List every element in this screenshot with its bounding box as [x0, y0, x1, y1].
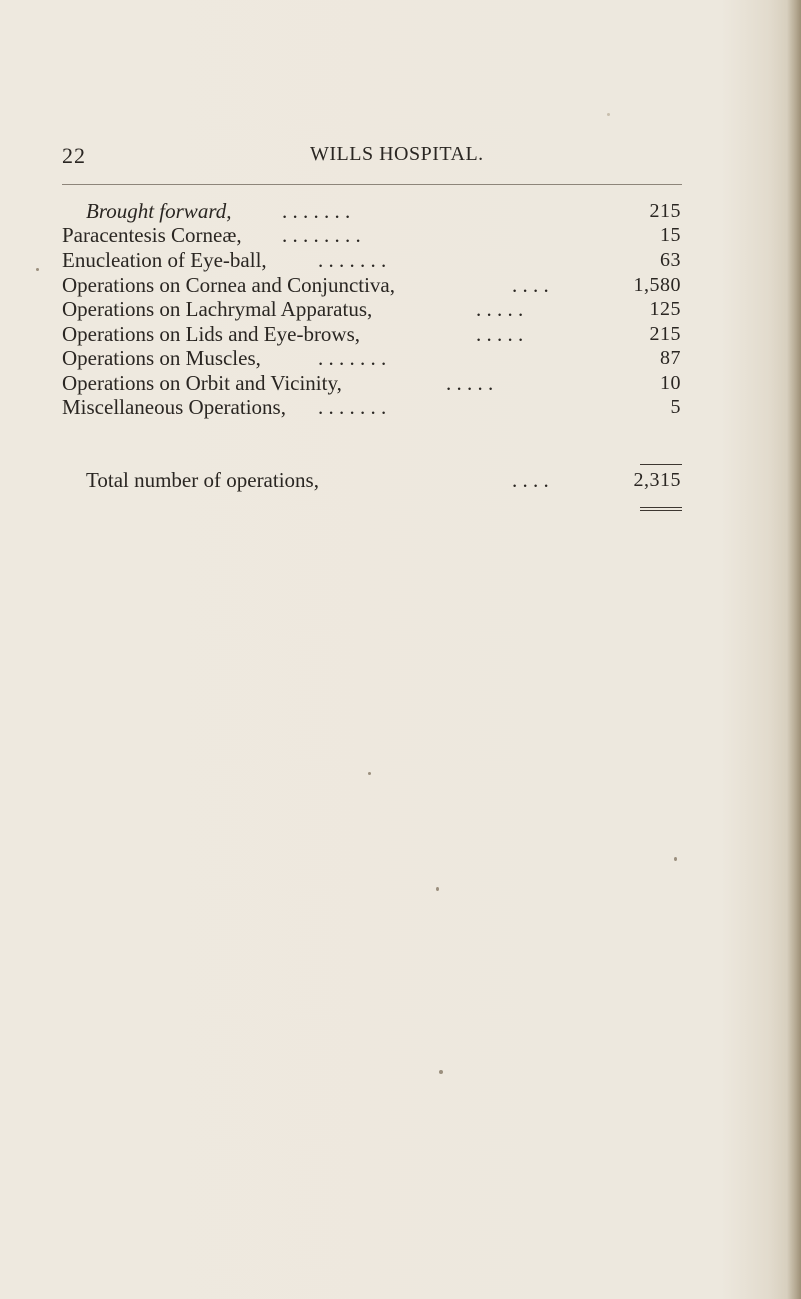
paper-speck — [368, 772, 371, 775]
row-value: 125 — [649, 298, 681, 320]
table-row — [0, 297, 801, 321]
row-label: Operations on Muscles, — [62, 346, 261, 370]
table-row — [0, 395, 801, 419]
row-value: 63 — [660, 249, 681, 271]
header-rule — [62, 184, 682, 185]
table-row — [0, 346, 801, 370]
paper-speck — [607, 113, 610, 116]
page-edge-shadow — [787, 0, 801, 1299]
row-label: Paracentesis Corneæ, — [62, 223, 242, 247]
table-row — [0, 371, 801, 395]
total-row — [0, 468, 801, 492]
paper-speck — [439, 1070, 443, 1074]
total-value: 2,315 — [633, 469, 681, 491]
leader-dots: . . . . . . . . — [282, 223, 361, 247]
row-label: Brought forward, — [86, 199, 232, 223]
row-value: 10 — [660, 372, 681, 394]
row-value: 15 — [660, 224, 681, 246]
row-label: Operations on Orbit and Vicinity, — [62, 371, 342, 395]
row-value: 5 — [670, 396, 681, 418]
table-row — [0, 199, 801, 223]
leader-dots: . . . . — [512, 468, 549, 492]
paper-speck — [36, 268, 39, 271]
total-label: Total number of operations, — [86, 468, 319, 492]
paper-speck — [436, 887, 439, 891]
row-value: 215 — [649, 323, 681, 345]
table-row — [0, 322, 801, 346]
table-row — [0, 223, 801, 247]
table-row — [0, 248, 801, 272]
leader-dots: . . . . . . . — [318, 346, 387, 370]
leader-dots: . . . . . . . — [282, 199, 351, 223]
row-value: 215 — [649, 200, 681, 222]
running-title: WILLS HOSPITAL. — [310, 143, 484, 165]
row-label: Enucleation of Eye-ball, — [62, 248, 267, 272]
leader-dots: . . . . . . . — [318, 395, 387, 419]
page-number: 22 — [62, 143, 86, 168]
row-label: Miscellaneous Operations, — [62, 395, 286, 419]
leader-dots: . . . . . . . — [318, 248, 387, 272]
row-label: Operations on Cornea and Conjunctiva, — [62, 273, 396, 297]
leader-dots: . . . . — [512, 273, 549, 297]
leader-dots: . . . . . — [446, 371, 494, 395]
table-row — [0, 273, 801, 297]
row-value: 87 — [660, 347, 681, 369]
leader-dots: . . . . . — [476, 297, 524, 321]
row-label: Operations on Lachrymal Apparatus, — [62, 297, 373, 321]
row-label: Operations on Lids and Eye-brows, — [62, 322, 361, 346]
leader-dots: . . . . . — [476, 322, 524, 346]
row-value: 1,580 — [633, 274, 681, 296]
sum-rule — [640, 464, 682, 465]
paper-speck — [674, 857, 677, 861]
double-rule-upper — [640, 507, 682, 508]
page-header — [0, 143, 801, 173]
double-rule-lower — [640, 510, 682, 511]
